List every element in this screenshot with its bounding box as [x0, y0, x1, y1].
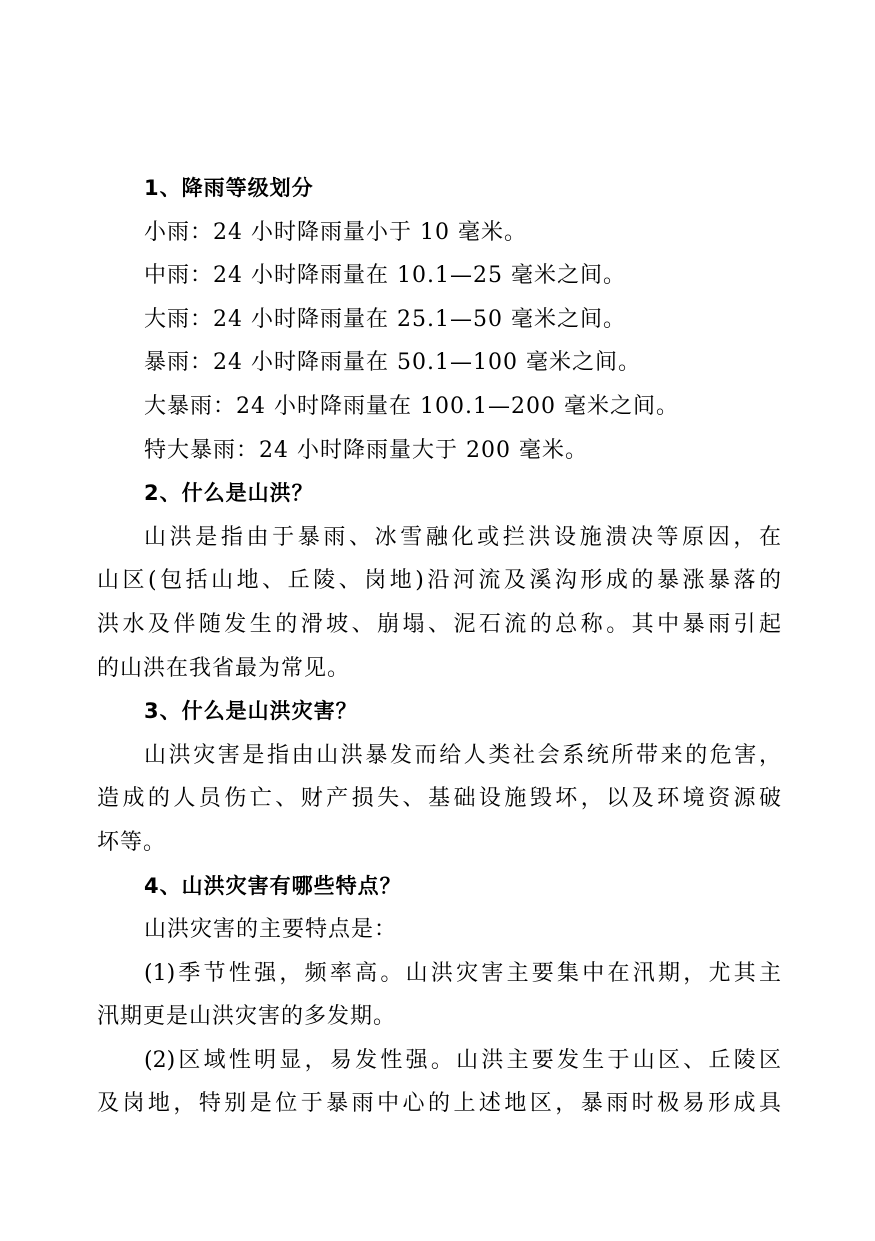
- paragraph-line: 的山洪在我省最为常见。: [97, 655, 351, 681]
- section-heading-flash-flood-disaster: 3、什么是山洪灾害？: [144, 699, 358, 724]
- rain-level-item: 特大暴雨：24 小时降雨量大于 200 毫米。: [144, 437, 588, 463]
- paragraph-line: 坏等。: [97, 829, 167, 855]
- section-heading-disaster-features: 4、山洪灾害有哪些特点？: [144, 873, 402, 898]
- rain-level-item: 中雨：24 小时降雨量在 10.1—25 毫米之间。: [144, 263, 626, 289]
- paragraph-line: 及岗地，特别是位于暴雨中心的上述地区，暴雨时极易形成具: [97, 1091, 781, 1117]
- section-heading-rain-levels: 1、降雨等级划分: [144, 176, 314, 200]
- rain-level-item: 大暴雨：24 小时降雨量在 100.1—200 毫米之间。: [144, 393, 679, 419]
- paragraph-line: 造成的人员伤亡、财产损失、基础设施毁坏，以及环境资源破: [97, 786, 781, 812]
- paragraph-line: 山区(包括山地、丘陵、岗地)沿河流及溪沟形成的暴涨暴落的: [97, 568, 781, 594]
- rain-level-item: 暴雨：24 小时降雨量在 50.1—100 毫米之间。: [144, 350, 641, 376]
- section-heading-what-is-flash-flood: 2、什么是山洪？: [144, 481, 314, 506]
- paragraph-line: (1)季节性强，频率高。山洪灾害主要集中在汛期，尤其主: [144, 960, 781, 986]
- paragraph-line: 汛期更是山洪灾害的多发期。: [97, 1004, 397, 1030]
- rain-level-item: 大雨：24 小时降雨量在 25.1—50 毫米之间。: [144, 306, 626, 332]
- document-body: [97, 167, 781, 1126]
- paragraph-line: (2)区域性明显，易发性强。山洪主要发生于山区、丘陵区: [144, 1047, 781, 1073]
- paragraph-line: 山洪灾害是指由山洪暴发而给人类社会系统所带来的危害，: [144, 742, 781, 768]
- rain-level-item: 小雨：24 小时降雨量小于 10 毫米。: [144, 219, 527, 245]
- paragraph-line: 山洪是指由于暴雨、冰雪融化或拦洪设施溃决等原因，在: [144, 524, 781, 550]
- paragraph-line: 山洪灾害的主要特点是：: [144, 917, 398, 943]
- paragraph-line: 洪水及伴随发生的滑坡、崩塌、泥石流的总称。其中暴雨引起: [97, 611, 781, 637]
